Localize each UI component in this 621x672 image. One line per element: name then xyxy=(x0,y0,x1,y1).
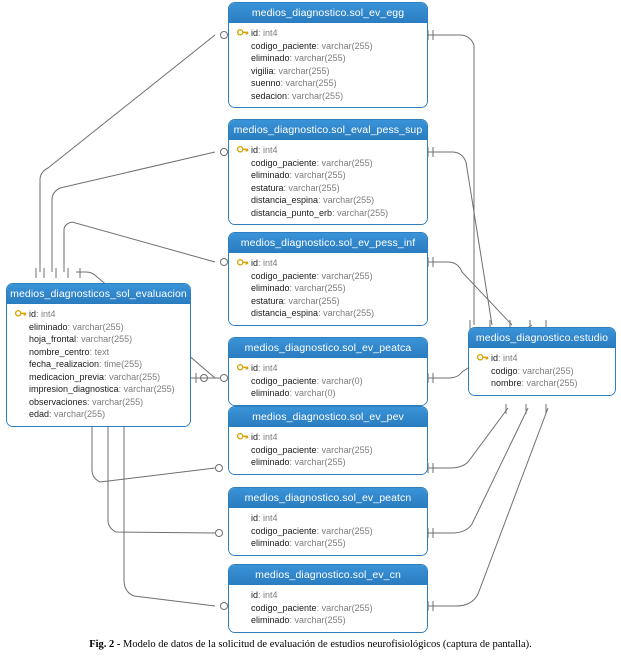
field-row: nombre_centro: text xyxy=(29,346,110,357)
field-type: int4 xyxy=(263,258,278,268)
link-pessinf-estudio xyxy=(428,262,512,325)
field-name: codigo_paciente xyxy=(251,375,317,386)
primary-key-icon xyxy=(237,145,249,155)
field-type: varchar(255) xyxy=(294,615,346,625)
field-name: eliminado xyxy=(29,321,68,332)
field-name: id xyxy=(29,309,37,319)
field-row: medicacion_previa: varchar(255) xyxy=(29,371,161,382)
field-name: edad xyxy=(29,409,50,419)
field-type: varchar(255) xyxy=(323,308,375,318)
field-name: hoja_frontal xyxy=(29,334,77,344)
link-evaluacion-cn xyxy=(124,420,215,606)
field-name: distancia_espina xyxy=(251,308,319,318)
field-row: estatura: varchar(255) xyxy=(251,295,340,306)
entity-sol-ev-pess-inf[interactable] xyxy=(228,232,428,326)
field-type: int4 xyxy=(263,28,278,38)
field-name: eliminado xyxy=(251,615,290,625)
entity-sol-ev-peatcn[interactable] xyxy=(228,487,428,556)
field-type: varchar(255) xyxy=(285,78,337,88)
field-type: varchar(255) xyxy=(92,396,144,407)
field-row: nombre: varchar(255) xyxy=(491,378,578,388)
field-row: codigo_paciente: varchar(255) xyxy=(251,525,373,536)
entity-fields xyxy=(7,304,190,426)
field-row: id: int4 xyxy=(237,257,421,270)
field-row: hoja_frontal: varchar(255) xyxy=(29,334,133,344)
field-row: codigo_paciente: varchar(255) xyxy=(251,270,373,281)
field-name: observaciones xyxy=(29,396,88,407)
field-type: varchar(255) xyxy=(109,371,161,382)
field-type: varchar(255) xyxy=(54,409,106,419)
field-row: eliminado: varchar(255) xyxy=(251,53,346,63)
field-type: varchar(255) xyxy=(321,444,373,455)
field-name: fecha_realizacion xyxy=(29,359,100,369)
field-type: varchar(255) xyxy=(321,270,373,281)
link-evaluacion-pev xyxy=(92,420,215,482)
field-type: varchar(255) xyxy=(294,283,346,293)
entity-fields xyxy=(229,140,427,224)
entity-title: medios_diagnostico.sol_ev_pev xyxy=(229,407,427,427)
entity-sol-eval-pess-sup[interactable] xyxy=(228,119,428,225)
field-row: id: int4 xyxy=(251,513,278,523)
field-type: int4 xyxy=(263,432,278,442)
link-peatcn-estudio xyxy=(428,408,528,533)
field-type: varchar(255) xyxy=(294,53,346,63)
field-type: int4 xyxy=(41,309,56,319)
field-row: eliminado: varchar(255) xyxy=(251,615,346,625)
entity-sol-ev-peatca[interactable] xyxy=(228,337,428,406)
field-name: id xyxy=(251,28,259,38)
link-egg-estudio xyxy=(428,35,474,325)
field-name: codigo_paciente xyxy=(251,444,317,455)
field-name: distancia_espina xyxy=(251,195,319,205)
field-row: codigo: varchar(255) xyxy=(491,365,574,376)
field-type: time(255) xyxy=(104,359,143,369)
field-type: varchar(255) xyxy=(522,365,574,376)
field-name: suenno xyxy=(251,78,281,88)
field-name: id xyxy=(251,258,259,268)
entity-sol-ev-cn[interactable] xyxy=(228,564,428,633)
field-row: codigo_paciente: varchar(0) xyxy=(251,375,363,386)
entity-title: medios_diagnostico.sol_ev_peatca xyxy=(229,338,427,358)
link-evaluacion-pessinf xyxy=(64,222,215,272)
field-name: codigo_paciente xyxy=(251,525,317,536)
field-name: codigo_paciente xyxy=(251,157,317,168)
field-name: id xyxy=(491,353,499,363)
field-row: impresion_diagnostica: varchar(255) xyxy=(29,384,175,394)
primary-key-icon xyxy=(15,309,27,319)
field-name: eliminado xyxy=(251,53,290,63)
field-type: varchar(255) xyxy=(278,65,330,76)
field-name: impresion_diagnostica xyxy=(29,384,119,394)
entity-title: medios_diagnostico.sol_ev_cn xyxy=(229,565,427,585)
field-name: estatura xyxy=(251,295,284,306)
field-row: observaciones: varchar(255) xyxy=(29,396,144,407)
entity-title: medios_diagnostico.sol_ev_pess_inf xyxy=(229,233,427,253)
entity-fields xyxy=(229,253,427,325)
field-row: vigilia: varchar(255) xyxy=(251,65,330,76)
field-name: nombre_centro xyxy=(29,346,90,357)
field-name: eliminado xyxy=(251,388,290,398)
field-row: id: int4 xyxy=(237,27,421,40)
field-row: fecha_realizacion: time(255) xyxy=(29,359,143,369)
field-type: int4 xyxy=(263,513,278,523)
field-row: edad: varchar(255) xyxy=(29,409,106,419)
link-evaluacion-pesssup xyxy=(52,152,215,272)
field-name: nombre xyxy=(491,378,522,388)
entity-sol-evaluacion[interactable] xyxy=(6,283,191,427)
field-type: int4 xyxy=(263,363,278,373)
field-row: id: int4 xyxy=(477,352,609,365)
field-type: varchar(255) xyxy=(321,602,373,613)
field-name: id xyxy=(251,363,259,373)
field-row: id: int4 xyxy=(251,590,278,600)
field-type: varchar(255) xyxy=(288,295,340,306)
field-name: vigilia xyxy=(251,65,274,76)
field-row: distancia_espina: varchar(255) xyxy=(251,195,375,205)
primary-key-icon xyxy=(477,353,489,363)
field-name: eliminado xyxy=(251,283,290,293)
field-name: codigo xyxy=(491,365,518,376)
figure-label: Fig. 2 - xyxy=(89,639,121,650)
field-type: int4 xyxy=(263,145,278,155)
primary-key-icon xyxy=(237,28,249,38)
field-name: eliminado xyxy=(251,170,290,180)
primary-key-icon xyxy=(237,432,249,442)
entity-title: medios_diagnostico.sol_ev_peatcn xyxy=(229,488,427,508)
entity-fields xyxy=(469,348,615,395)
field-row: eliminado: varchar(255) xyxy=(251,170,346,180)
field-name: id xyxy=(251,513,259,523)
field-row: codigo_paciente: varchar(255) xyxy=(251,40,373,51)
field-type: varchar(255) xyxy=(123,384,175,394)
entity-title: medios_diagnostico.estudio xyxy=(469,328,615,348)
field-row: eliminado: varchar(255) xyxy=(251,457,346,467)
entity-fields xyxy=(229,427,427,474)
primary-key-icon xyxy=(237,363,249,373)
entity-fields xyxy=(229,23,427,107)
field-type: varchar(255) xyxy=(288,182,340,193)
field-type: varchar(255) xyxy=(294,170,346,180)
field-type: int4 xyxy=(263,590,278,600)
field-row: id: int4 xyxy=(15,308,184,321)
field-type: varchar(255) xyxy=(337,207,389,218)
field-row: id: int4 xyxy=(237,144,421,157)
field-type: varchar(0) xyxy=(321,375,363,386)
link-pesssup-estudio xyxy=(428,152,492,325)
field-name: id xyxy=(251,432,259,442)
field-row: id: int4 xyxy=(237,431,421,444)
field-name: eliminado xyxy=(251,457,290,467)
field-row: eliminado: varchar(0) xyxy=(251,388,336,398)
field-type: varchar(255) xyxy=(321,525,373,536)
field-type: varchar(255) xyxy=(292,90,344,101)
field-row: suenno: varchar(255) xyxy=(251,78,337,88)
field-name: distancia_punto_erb xyxy=(251,207,333,218)
field-row: sedacion: varchar(255) xyxy=(251,90,344,101)
link-evaluacion-egg xyxy=(40,35,215,272)
field-type: varchar(255) xyxy=(294,538,346,548)
field-row: codigo_paciente: varchar(255) xyxy=(251,444,373,455)
field-type: varchar(0) xyxy=(294,388,336,398)
field-row: id: int4 xyxy=(237,362,421,375)
entity-sol-ev-egg[interactable] xyxy=(228,2,428,108)
field-type: int4 xyxy=(503,353,518,363)
field-name: id xyxy=(251,590,259,600)
entity-estudio[interactable] xyxy=(468,327,616,396)
entity-title: medios_diagnosticos_sol_evaluacion xyxy=(7,284,190,304)
primary-key-icon xyxy=(237,258,249,268)
field-name: codigo_paciente xyxy=(251,40,317,51)
field-row: distancia_espina: varchar(255) xyxy=(251,308,375,318)
figure-caption-text: Modelo de datos de la solicitud de evaluación de estudios neurofisiológicos (captura de pantalla). xyxy=(120,639,532,650)
field-type: varchar(255) xyxy=(294,457,346,467)
field-row: codigo_paciente: varchar(255) xyxy=(251,157,373,168)
figure-caption xyxy=(8,638,613,652)
field-type: varchar(255) xyxy=(323,195,375,205)
field-name: codigo_paciente xyxy=(251,602,317,613)
field-name: sedacion xyxy=(251,90,288,101)
field-row: estatura: varchar(255) xyxy=(251,182,340,193)
entity-fields xyxy=(229,508,427,555)
entity-title: medios_diagnostico.sol_ev_egg xyxy=(229,3,427,23)
link-cn-estudio xyxy=(428,408,548,606)
entity-fields xyxy=(229,358,427,405)
field-type: varchar(255) xyxy=(72,321,124,332)
field-name: eliminado xyxy=(251,538,290,548)
field-row: eliminado: varchar(255) xyxy=(29,321,124,332)
field-name: estatura xyxy=(251,182,284,193)
field-name: codigo_paciente xyxy=(251,270,317,281)
field-row: eliminado: varchar(255) xyxy=(251,283,346,293)
link-pev-estudio xyxy=(428,408,508,468)
field-row: codigo_paciente: varchar(255) xyxy=(251,602,373,613)
field-row: distancia_punto_erb: varchar(255) xyxy=(251,207,389,218)
field-type: varchar(255) xyxy=(321,40,373,51)
entity-title: medios_diagnostico.sol_eval_pess_sup xyxy=(229,120,427,140)
field-name: id xyxy=(251,145,259,155)
entity-fields xyxy=(229,585,427,632)
entity-sol-ev-pev[interactable] xyxy=(228,406,428,475)
field-type: varchar(255) xyxy=(321,157,373,168)
field-name: medicacion_previa xyxy=(29,371,105,382)
field-row: eliminado: varchar(255) xyxy=(251,538,346,548)
field-type: varchar(255) xyxy=(81,334,133,344)
field-type: varchar(255) xyxy=(526,378,578,388)
field-type: text xyxy=(94,346,110,357)
